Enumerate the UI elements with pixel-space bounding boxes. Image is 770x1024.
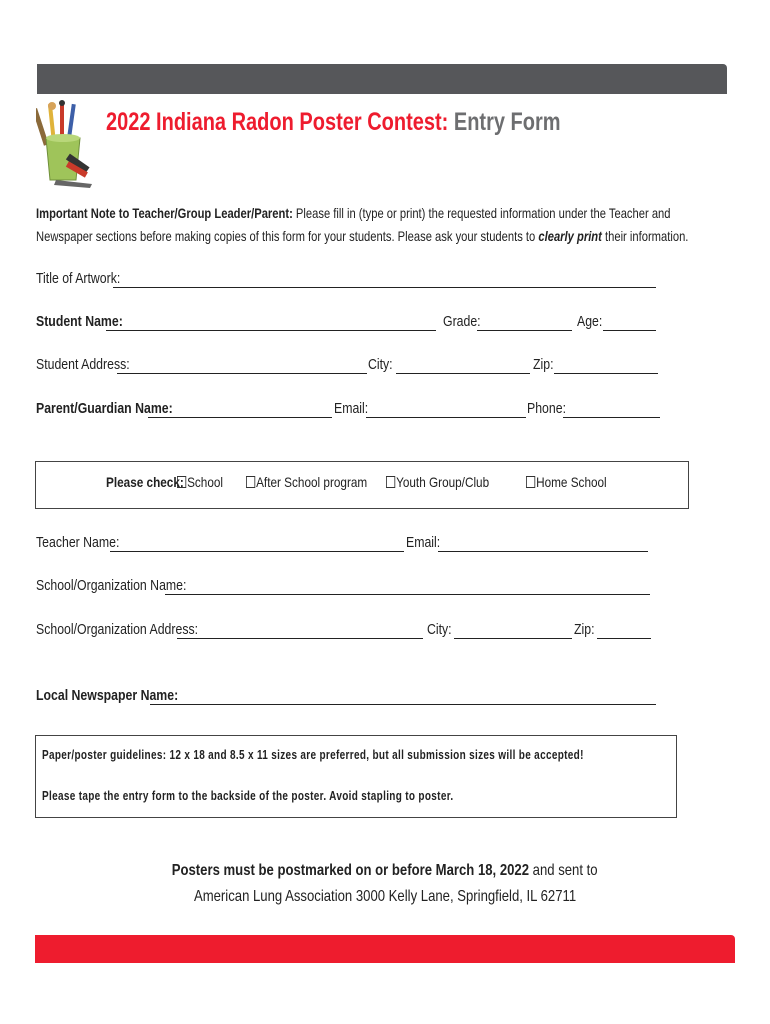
note-text-end: their information. [605,228,689,244]
checkbox-square-icon [246,476,255,488]
checkbox-square-icon [526,476,535,488]
field-row-school [36,577,676,599]
checkbox-home-school[interactable]: Home School [526,474,607,490]
please-check-label: Please check: [106,474,184,490]
checkbox-youth-group[interactable]: Youth Group/Club [386,474,489,490]
phone-input[interactable] [563,417,660,418]
field-row-address [36,356,676,378]
teacher-email-label: Email: [406,534,441,551]
note-text: Please fill in (type or print) the requested information under the Teacher and Newspaper sections before making copies of this form for your students. Please ask your students to [36,205,671,244]
parent-name-input[interactable] [148,417,332,418]
teacher-name-label: Teacher Name: [36,534,120,551]
student-address-label: Student Address: [36,356,130,373]
checkbox-after-school[interactable]: After School program [246,474,367,490]
city-input[interactable] [396,373,530,374]
teacher-name-input[interactable] [110,551,404,552]
student-address-input[interactable] [117,373,367,374]
organization-type-box [35,461,689,509]
footer-deadline-bold: Posters must be postmarked on or before March 18, 2022 [172,862,530,879]
field-row-newspaper [36,687,676,709]
zip-input[interactable] [554,373,658,374]
newspaper-input[interactable] [150,704,656,705]
school-address-input[interactable] [177,638,423,639]
form-title [106,108,561,137]
field-row-student [36,313,676,335]
age-input[interactable] [603,330,656,331]
footer-address-text: American Lung Association 3000 Kelly Lane, Springfield, IL 62711 [193,888,577,905]
note-emphasis: clearly print [538,228,602,244]
newspaper-label: Local Newspaper Name: [36,687,179,704]
zip-label: Zip: [533,356,554,373]
field-row-title [36,270,676,292]
school-zip-input[interactable] [597,638,651,639]
city-label: City: [368,356,393,373]
checkbox-square-icon [386,476,395,488]
footer-deadline-rest: and sent to [532,862,598,879]
title-sub: Entry Form [453,108,561,136]
field-row-teacher [36,534,676,556]
guidelines-tape: Please tape the entry form to the backside of the poster. Avoid stapling to poster. [42,789,454,803]
school-name-label: School/Organization Name: [36,577,187,594]
checkbox-square-icon [177,476,186,488]
bottom-footer-bar [35,935,735,963]
title-of-artwork-input[interactable] [113,287,656,288]
age-label: Age: [577,313,603,330]
school-address-label: School/Organization Address: [36,621,199,638]
note-label: Important Note to Teacher/Group Leader/Parent: [36,205,293,221]
parent-name-label: Parent/Guardian Name: [36,400,173,417]
student-name-label: Student Name: [36,313,123,330]
title-main: 2022 Indiana Radon Poster Contest: [106,108,449,136]
title-of-artwork-label: Title of Artwork: [36,270,121,287]
grade-label: Grade: [443,313,481,330]
teacher-email-input[interactable] [438,551,648,552]
grade-input[interactable] [477,330,572,331]
art-supplies-cup-icon [36,100,96,188]
school-name-input[interactable] [165,594,650,595]
school-city-label: City: [427,621,452,638]
school-city-input[interactable] [454,638,572,639]
field-row-school-address [36,621,676,643]
guidelines-box [35,735,677,818]
phone-label: Phone: [527,400,566,417]
top-header-bar [37,64,727,94]
checkbox-school[interactable]: School [177,474,223,490]
school-zip-label: Zip: [574,621,595,638]
footer-address [0,888,770,906]
important-note [36,202,724,248]
field-row-parent [36,400,676,422]
student-name-input[interactable] [106,330,436,331]
email-label: Email: [334,400,369,417]
email-input[interactable] [366,417,526,418]
footer-deadline [0,862,770,880]
guidelines-size: Paper/poster guidelines: 12 x 18 and 8.5 x 11 sizes are preferred, but all submission sizes will be accepted! [42,748,584,762]
